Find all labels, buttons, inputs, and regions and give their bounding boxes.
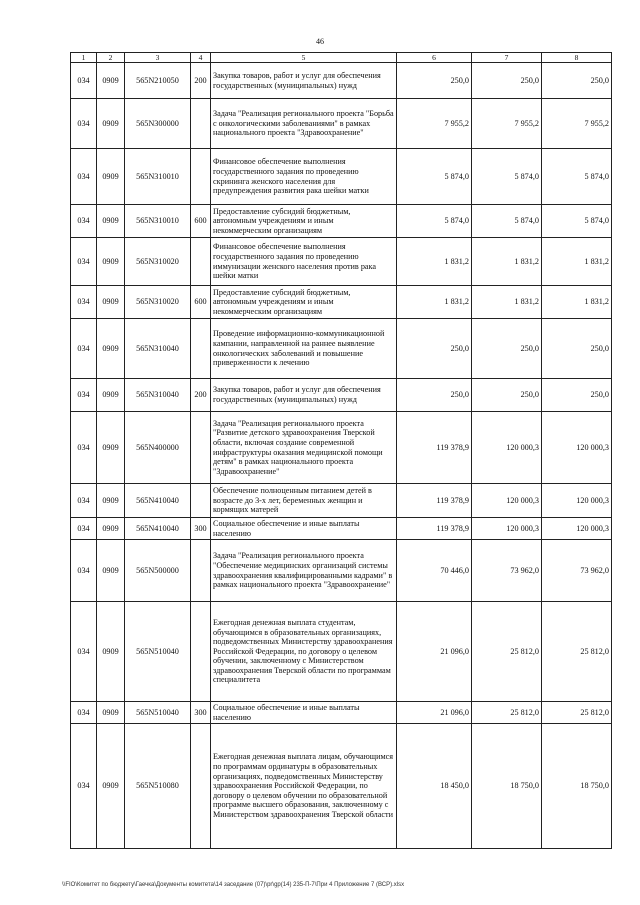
ministry-code-cell: 034 [71, 540, 97, 602]
section-code-cell: 0909 [97, 205, 125, 238]
ministry-code-cell: 034 [71, 99, 97, 149]
amount-col8-cell: 1 831,2 [542, 238, 612, 286]
section-code-cell: 0909 [97, 484, 125, 518]
section-code-cell: 0909 [97, 319, 125, 379]
amount-col6-cell: 1 831,2 [397, 286, 472, 319]
expense-type-cell [191, 238, 211, 286]
section-code-cell: 0909 [97, 99, 125, 149]
amount-col7-cell: 7 955,2 [472, 99, 542, 149]
amount-col8-cell: 73 962,0 [542, 540, 612, 602]
table-row [71, 238, 612, 286]
amount-col6-cell: 250,0 [397, 379, 472, 412]
amount-col6-cell: 1 831,2 [397, 238, 472, 286]
description-cell: Предоставление субсидий бюджетным, автономным учреждениям и иным некоммерческим организациям [211, 205, 397, 238]
ministry-code-cell: 034 [71, 484, 97, 518]
expense-type-cell: 300 [191, 702, 211, 724]
amount-col8-cell: 25 812,0 [542, 702, 612, 724]
ministry-code-cell: 034 [71, 286, 97, 319]
expense-type-cell [191, 540, 211, 602]
expense-type-cell: 600 [191, 205, 211, 238]
column-header: 5 [211, 53, 397, 63]
expense-type-cell [191, 99, 211, 149]
target-article-cell: 565N310020 [125, 238, 191, 286]
amount-col7-cell: 250,0 [472, 379, 542, 412]
budget-table [70, 52, 612, 849]
table-row [71, 724, 612, 849]
table-row [71, 702, 612, 724]
description-cell: Обеспечение полноценным питанием детей в возрасте до 3-х лет, беременных женщин и кормящих матерей [211, 484, 397, 518]
amount-col8-cell: 250,0 [542, 379, 612, 412]
amount-col7-cell: 1 831,2 [472, 238, 542, 286]
expense-type-cell: 300 [191, 518, 211, 540]
ministry-code-cell: 034 [71, 205, 97, 238]
table-header-row [71, 53, 612, 63]
section-code-cell: 0909 [97, 412, 125, 484]
column-header: 1 [71, 53, 97, 63]
expense-type-cell: 600 [191, 286, 211, 319]
amount-col8-cell: 5 874,0 [542, 149, 612, 205]
section-code-cell: 0909 [97, 702, 125, 724]
amount-col8-cell: 25 812,0 [542, 602, 612, 702]
amount-col6-cell: 7 955,2 [397, 99, 472, 149]
amount-col7-cell: 5 874,0 [472, 205, 542, 238]
amount-col6-cell: 21 096,0 [397, 702, 472, 724]
ministry-code-cell: 034 [71, 63, 97, 99]
section-code-cell: 0909 [97, 602, 125, 702]
expense-type-cell: 200 [191, 63, 211, 99]
amount-col6-cell: 250,0 [397, 319, 472, 379]
target-article-cell: 565N410040 [125, 518, 191, 540]
section-code-cell: 0909 [97, 286, 125, 319]
section-code-cell: 0909 [97, 238, 125, 286]
table-row [71, 379, 612, 412]
amount-col7-cell: 25 812,0 [472, 702, 542, 724]
amount-col8-cell: 250,0 [542, 63, 612, 99]
ministry-code-cell: 034 [71, 724, 97, 849]
section-code-cell: 0909 [97, 63, 125, 99]
description-cell: Социальное обеспечение и иные выплаты населению [211, 702, 397, 724]
expense-type-cell [191, 149, 211, 205]
amount-col7-cell: 73 962,0 [472, 540, 542, 602]
table-row [71, 518, 612, 540]
target-article-cell: 565N210050 [125, 63, 191, 99]
expense-type-cell [191, 412, 211, 484]
section-code-cell: 0909 [97, 149, 125, 205]
amount-col8-cell: 7 955,2 [542, 99, 612, 149]
description-cell: Финансовое обеспечение выполнения государственного задания по проведению скрининга женского населения для предупреждения развития рака шейки матки [211, 149, 397, 205]
description-cell: Предоставление субсидий бюджетным, автономным учреждениям и иным некоммерческим организациям [211, 286, 397, 319]
table-row [71, 484, 612, 518]
page-number: 46 [316, 37, 324, 46]
amount-col8-cell: 1 831,2 [542, 286, 612, 319]
amount-col8-cell: 120 000,3 [542, 484, 612, 518]
ministry-code-cell: 034 [71, 319, 97, 379]
target-article-cell: 565N500000 [125, 540, 191, 602]
ministry-code-cell: 034 [71, 702, 97, 724]
amount-col6-cell: 250,0 [397, 63, 472, 99]
target-article-cell: 565N310010 [125, 205, 191, 238]
description-cell: Проведение информационно-коммуникационной кампании, направленной на раннее выявление онкологических заболеваний и повышение приверженности к лечению [211, 319, 397, 379]
column-header: 6 [397, 53, 472, 63]
section-code-cell: 0909 [97, 518, 125, 540]
table-row [71, 63, 612, 99]
amount-col8-cell: 250,0 [542, 319, 612, 379]
ministry-code-cell: 034 [71, 379, 97, 412]
column-header: 7 [472, 53, 542, 63]
target-article-cell: 565N510040 [125, 602, 191, 702]
expense-type-cell: 200 [191, 379, 211, 412]
amount-col7-cell: 18 750,0 [472, 724, 542, 849]
amount-col6-cell: 5 874,0 [397, 149, 472, 205]
ministry-code-cell: 034 [71, 238, 97, 286]
expense-type-cell [191, 484, 211, 518]
amount-col8-cell: 120 000,3 [542, 518, 612, 540]
amount-col7-cell: 120 000,3 [472, 484, 542, 518]
amount-col7-cell: 5 874,0 [472, 149, 542, 205]
table-row [71, 205, 612, 238]
table-row [71, 149, 612, 205]
column-header: 8 [542, 53, 612, 63]
expense-type-cell [191, 602, 211, 702]
amount-col6-cell: 119 378,9 [397, 518, 472, 540]
amount-col6-cell: 21 096,0 [397, 602, 472, 702]
ministry-code-cell: 034 [71, 412, 97, 484]
amount-col6-cell: 5 874,0 [397, 205, 472, 238]
table-row [71, 602, 612, 702]
amount-col6-cell: 119 378,9 [397, 484, 472, 518]
ministry-code-cell: 034 [71, 518, 97, 540]
amount-col6-cell: 119 378,9 [397, 412, 472, 484]
table-row [71, 286, 612, 319]
column-header: 4 [191, 53, 211, 63]
expense-type-cell [191, 319, 211, 379]
amount-col7-cell: 25 812,0 [472, 602, 542, 702]
column-header: 2 [97, 53, 125, 63]
description-cell: Финансовое обеспечение выполнения государственного задания по проведению иммунизации женского населения против рака шейки матки [211, 238, 397, 286]
table-row [71, 99, 612, 149]
target-article-cell: 565N410040 [125, 484, 191, 518]
amount-col8-cell: 5 874,0 [542, 205, 612, 238]
target-article-cell: 565N400000 [125, 412, 191, 484]
target-article-cell: 565N510080 [125, 724, 191, 849]
description-cell: Социальное обеспечение и иные выплаты населению [211, 518, 397, 540]
description-cell: Задача "Реализация регионального проекта "Борьба с онкологическими заболеваниями" в рамках национального проекта "Здравоохранение" [211, 99, 397, 149]
amount-col8-cell: 120 000,3 [542, 412, 612, 484]
description-cell: Ежегодная денежная выплата лицам, обучающимся по программам ординатуры в образовательных организациях, подведомственных Министерству здравоохранения Российской Федерации, по договору о целевом обучении по образовательной программе высшего образования, заключенному с Министерством здравоохранения Тверской области [211, 724, 397, 849]
table-row [71, 540, 612, 602]
description-cell: Задача "Реализация регионального проекта "Развитие детского здравоохранения Тверской области, включая создание современной инфраструктуры оказания медицинской помощи детям" в рамках национального проекта "Здравоохранение" [211, 412, 397, 484]
table-body [71, 63, 612, 849]
target-article-cell: 565N310020 [125, 286, 191, 319]
ministry-code-cell: 034 [71, 149, 97, 205]
section-code-cell: 0909 [97, 379, 125, 412]
target-article-cell: 565N510040 [125, 702, 191, 724]
target-article-cell: 565N310010 [125, 149, 191, 205]
file-path-footer: \\FIO\Комитет по бюджету\Гаечка\Документы комитета\14 заседание (07)\pr\gp(14) 235-П-7\При 4 Приложение 7 (ВСР).xlsx [62, 882, 405, 888]
amount-col7-cell: 1 831,2 [472, 286, 542, 319]
ministry-code-cell: 034 [71, 602, 97, 702]
description-cell: Закупка товаров, работ и услуг для обеспечения государственных (муниципальных) нужд [211, 379, 397, 412]
target-article-cell: 565N310040 [125, 379, 191, 412]
description-cell: Ежегодная денежная выплата студентам, обучающимся в образовательных организациях, подведомственных Министерству здравоохранения Российской Федерации, по договору о целевом обучении, заключенному с Министерством здравоохранения Тверской области по программам специалитета [211, 602, 397, 702]
column-header: 3 [125, 53, 191, 63]
target-article-cell: 565N310040 [125, 319, 191, 379]
amount-col7-cell: 250,0 [472, 319, 542, 379]
section-code-cell: 0909 [97, 540, 125, 602]
amount-col7-cell: 120 000,3 [472, 412, 542, 484]
amount-col6-cell: 70 446,0 [397, 540, 472, 602]
description-cell: Задача "Реализация регионального проекта "Обеспечение медицинских организаций системы здравоохранения квалифицированными кадрами" в рамках национального проекта "Здравоохранение" [211, 540, 397, 602]
amount-col7-cell: 120 000,3 [472, 518, 542, 540]
description-cell: Закупка товаров, работ и услуг для обеспечения государственных (муниципальных) нужд [211, 63, 397, 99]
target-article-cell: 565N300000 [125, 99, 191, 149]
amount-col8-cell: 18 750,0 [542, 724, 612, 849]
table-row [71, 412, 612, 484]
amount-col7-cell: 250,0 [472, 63, 542, 99]
table-row [71, 319, 612, 379]
expense-type-cell [191, 724, 211, 849]
section-code-cell: 0909 [97, 724, 125, 849]
amount-col6-cell: 18 450,0 [397, 724, 472, 849]
